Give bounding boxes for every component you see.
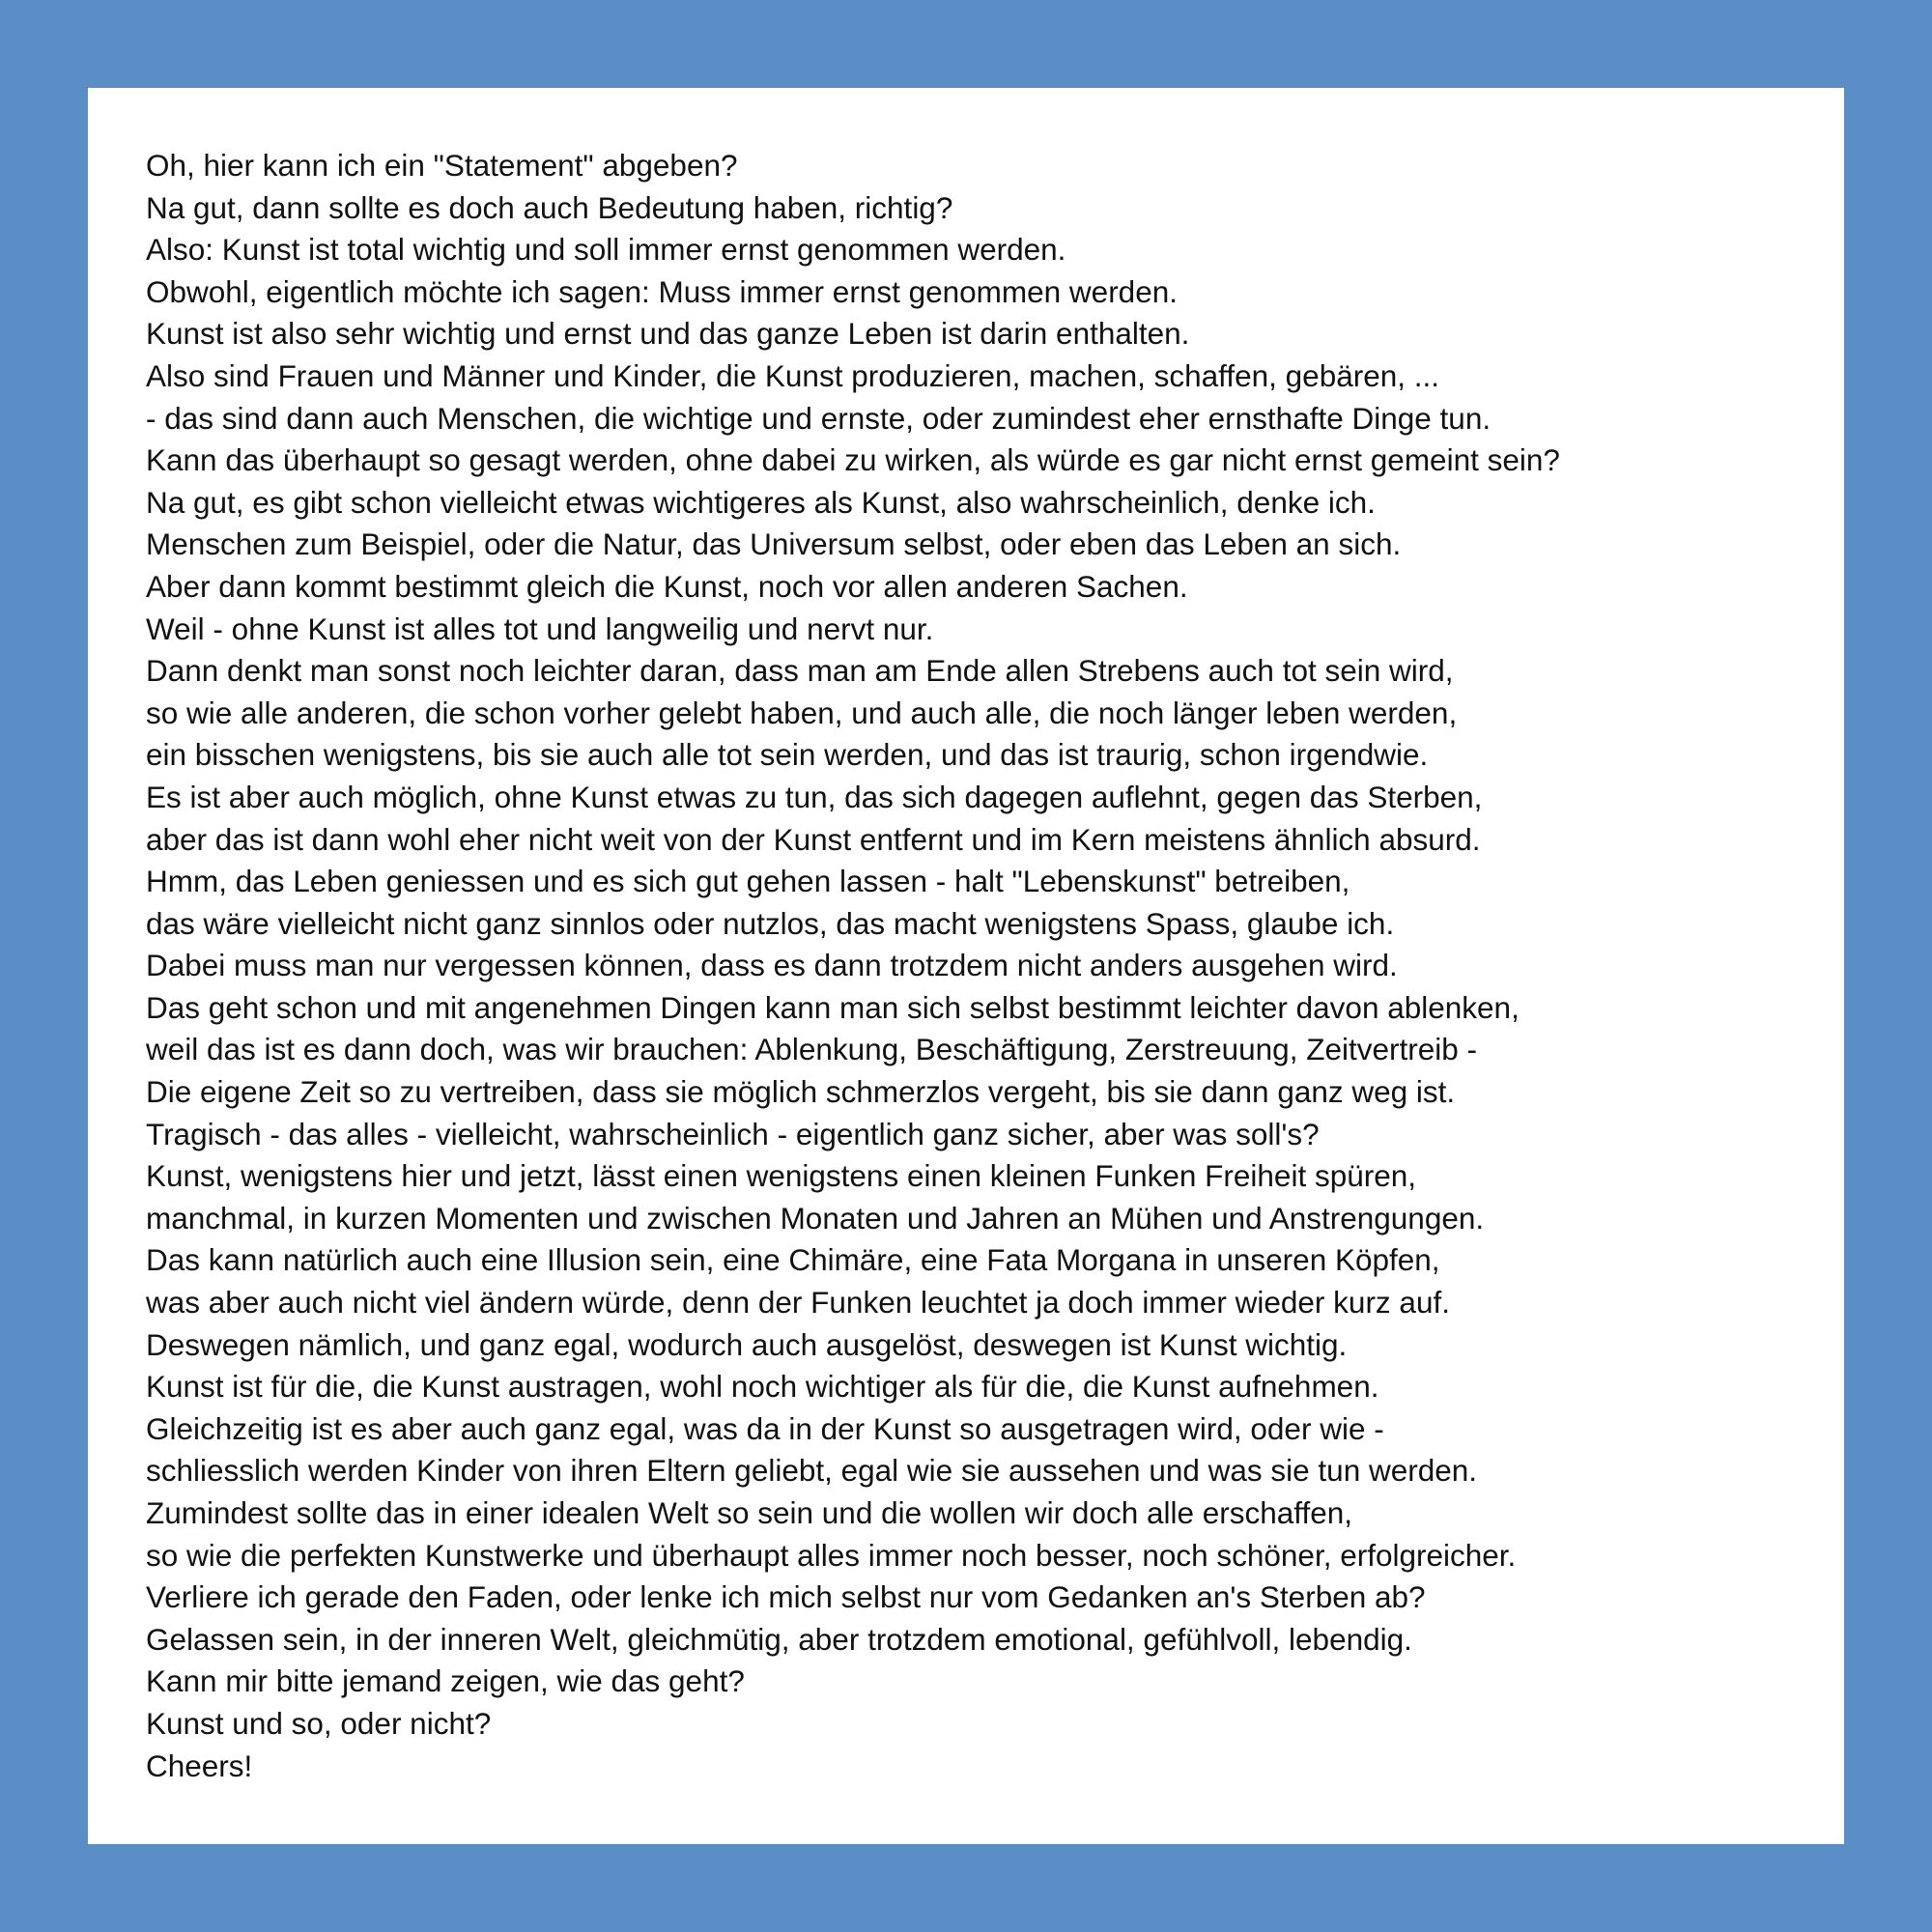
statement-line: Na gut, dann sollte es doch auch Bedeutung haben, richtig?	[146, 189, 953, 225]
statement-line: Kunst, wenigstens hier und jetzt, lässt einen wenigstens einen kleinen Funken Freiheit spüren,	[146, 1158, 1417, 1194]
statement-line: aber das ist dann wohl eher nicht weit von der Kunst entfernt und im Kern meistens ähnlich absurd.	[146, 821, 1481, 857]
statement-line: das wäre vielleicht nicht ganz sinnlos oder nutzlos, das macht wenigstens Spass, glaube ich.	[146, 905, 1395, 941]
statement-line: Kann mir bitte jemand zeigen, wie das geht?	[146, 1663, 745, 1699]
statement-line: ein bisschen wenigstens, bis sie auch alle tot sein werden, und das ist traurig, schon irgendwie.	[146, 737, 1429, 773]
statement-line: Hmm, das Leben geniessen und es sich gut gehen lassen - halt "Lebenskunst" betreiben,	[146, 864, 1350, 899]
statement-line: Dabei muss man nur vergessen können, dass es dann trotzdem nicht anders ausgehen wird.	[146, 948, 1398, 983]
statement-line: Menschen zum Beispiel, oder die Natur, das Universum selbst, oder eben das Leben an sich.	[146, 526, 1402, 562]
statement-line: Gleichzeitig ist es aber auch ganz egal, was da in der Kunst so ausgetragen wird, oder wie -	[146, 1410, 1384, 1446]
statement-line: Es ist aber auch möglich, ohne Kunst etwas zu tun, das sich dagegen auflehnt, gegen das Sterben,	[146, 779, 1483, 814]
statement-line: Das kann natürlich auch eine Illusion sein, eine Chimäre, eine Fata Morgana in unseren Köpfen,	[146, 1242, 1440, 1278]
statement-line: Tragisch - das alles - vielleicht, wahrscheinlich - eigentlich ganz sicher, aber was soll's?	[146, 1116, 1320, 1151]
statement-line: weil das ist es dann doch, was wir brauchen: Ablenkung, Beschäftigung, Zerstreuung, Zeitvertreib -	[146, 1032, 1477, 1067]
statement-line: Obwohl, eigentlich möchte ich sagen: Muss immer ernst genommen werden.	[146, 273, 1178, 309]
statement-line: Kunst ist für die, die Kunst austragen, wohl noch wichtiger als für die, die Kunst aufnehmen.	[146, 1369, 1379, 1405]
statement-line: Cheers!	[146, 1747, 253, 1783]
statement-line: so wie die perfekten Kunstwerke und überhaupt alles immer noch besser, noch schöner, erfolgreicher.	[146, 1537, 1517, 1573]
statement-text	[146, 145, 1827, 1787]
statement-line: Die eigene Zeit so zu vertreiben, dass sie möglich schmerzlos vergeht, bis sie dann ganz weg ist.	[146, 1074, 1456, 1110]
statement-line: Aber dann kommt bestimmt gleich die Kunst, noch vor allen anderen Sachen.	[146, 568, 1188, 604]
statement-line: - das sind dann auch Menschen, die wichtige und ernste, oder zumindest eher ernsthafte Dinge tun.	[146, 400, 1492, 436]
statement-line: Kann das überhaupt so gesagt werden, ohne dabei zu wirken, als würde es gar nicht ernst gemeint sein?	[146, 442, 1560, 478]
statement-line: Das geht schon und mit angenehmen Dingen kann man sich selbst bestimmt leichter davon ablenken,	[146, 989, 1520, 1025]
statement-line: Dann denkt man sonst noch leichter daran, dass man am Ende allen Strebens auch tot sein wird,	[146, 653, 1454, 689]
statement-line: Kunst ist also sehr wichtig und ernst und das ganze Leben ist darin enthalten.	[146, 316, 1190, 352]
statement-line: Weil - ohne Kunst ist alles tot und langweilig und nervt nur.	[146, 611, 934, 646]
statement-line: Gelassen sein, in der inneren Welt, gleichmütig, aber trotzdem emotional, gefühlvoll, lebendig.	[146, 1621, 1412, 1657]
statement-card	[88, 88, 1844, 1844]
statement-line: Kunst und so, oder nicht?	[146, 1705, 492, 1741]
statement-line: schliesslich werden Kinder von ihren Eltern geliebt, egal wie sie aussehen und was sie tun werden.	[146, 1453, 1478, 1489]
statement-line: Na gut, es gibt schon vielleicht etwas wichtigeres als Kunst, also wahrscheinlich, denke ich.	[146, 484, 1376, 520]
statement-line: Also sind Frauen und Männer und Kinder, die Kunst produzieren, machen, schaffen, gebären, ...	[146, 357, 1440, 393]
statement-line: Deswegen nämlich, und ganz egal, wodurch auch ausgelöst, deswegen ist Kunst wichtig.	[146, 1326, 1348, 1362]
statement-line: Zumindest sollte das in einer idealen Welt so sein und die wollen wir doch alle erschaffen,	[146, 1495, 1353, 1530]
statement-line: Also: Kunst ist total wichtig und soll immer ernst genommen werden.	[146, 232, 1066, 268]
statement-line: manchmal, in kurzen Momenten und zwischen Monaten und Jahren an Mühen und Anstrengungen.	[146, 1200, 1485, 1236]
statement-line: Oh, hier kann ich ein "Statement" abgeben?	[146, 148, 738, 183]
statement-line: Verliere ich gerade den Faden, oder lenke ich mich selbst nur vom Gedanken an's Sterben ab?	[146, 1579, 1426, 1615]
statement-line: was aber auch nicht viel ändern würde, denn der Funken leuchtet ja doch immer wieder kurz auf.	[146, 1285, 1450, 1321]
statement-line: so wie alle anderen, die schon vorher gelebt haben, und auch alle, die noch länger leben werden,	[146, 695, 1458, 730]
